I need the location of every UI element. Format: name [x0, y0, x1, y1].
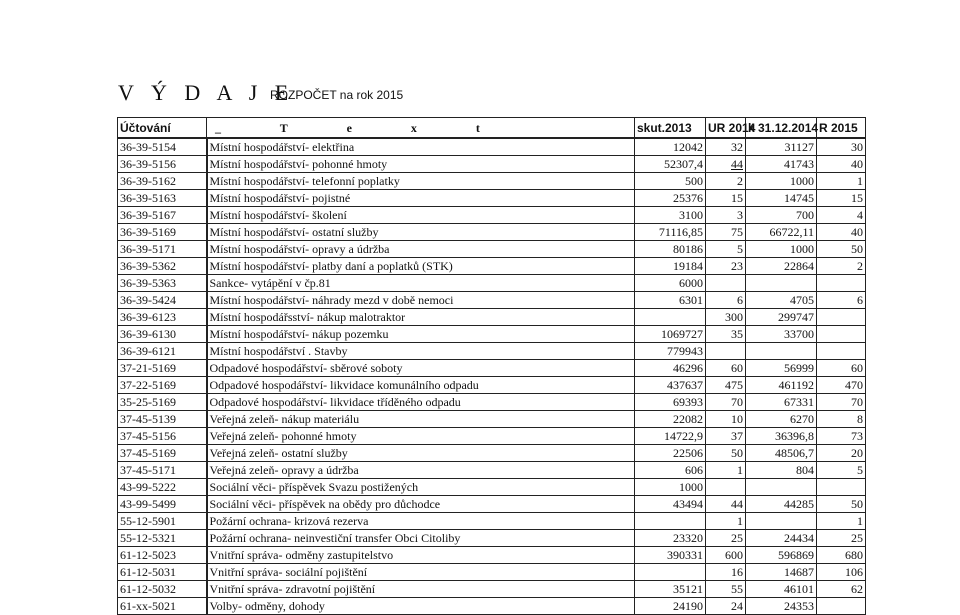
table-row: [118, 241, 866, 258]
cell-budget-2015: [817, 275, 866, 292]
table-row: [118, 173, 866, 190]
cell-description: Volby- odměny, dohody: [207, 598, 635, 615]
cell-description: Místní hospodářsství- nákup malotraktor: [207, 309, 635, 326]
cell-account-code: 36-39-6121: [118, 343, 207, 360]
cell-account-code: 36-39-5362: [118, 258, 207, 275]
cell-budget-2014: 25: [706, 530, 746, 547]
cell-account-code: 36-39-5156: [118, 156, 207, 173]
cell-account-code: 36-39-6130: [118, 326, 207, 343]
cell-as-of-2014: 36396,8: [746, 428, 817, 445]
cell-account-code: 61-12-5032: [118, 581, 207, 598]
cell-description: Místní hospodářství . Stavby: [207, 343, 635, 360]
cell-budget-2015: 1: [817, 513, 866, 530]
cell-account-code: 36-39-6123: [118, 309, 207, 326]
cell-actual-2013: 1069727: [635, 326, 706, 343]
cell-account-code: 37-45-5169: [118, 445, 207, 462]
table-row: [118, 445, 866, 462]
table-row: [118, 275, 866, 292]
cell-actual-2013: 69393: [635, 394, 706, 411]
cell-budget-2014: 15: [706, 190, 746, 207]
cell-as-of-2014: 44285: [746, 496, 817, 513]
cell-budget-2015: [817, 309, 866, 326]
cell-actual-2013: 437637: [635, 377, 706, 394]
cell-budget-2014: 50: [706, 445, 746, 462]
header-budget-2014: UR 2014: [706, 118, 746, 139]
cell-budget-2014: 1: [706, 462, 746, 479]
cell-account-code: 37-45-5156: [118, 428, 207, 445]
cell-actual-2013: [635, 564, 706, 581]
cell-budget-2015: 680: [817, 547, 866, 564]
cell-budget-2014: 32: [706, 138, 746, 156]
cell-as-of-2014: 461192: [746, 377, 817, 394]
cell-actual-2013: 46296: [635, 360, 706, 377]
cell-description: Sociální věci- příspěvek na obědy pro důchodce: [207, 496, 635, 513]
cell-actual-2013: 606: [635, 462, 706, 479]
table-row: [118, 224, 866, 241]
header-accounting: Účtování: [118, 118, 207, 139]
cell-description: Místní hospodářství- platby daní a poplatků (STK): [207, 258, 635, 275]
table-row: [118, 377, 866, 394]
cell-actual-2013: 6301: [635, 292, 706, 309]
cell-budget-2014: 44: [706, 496, 746, 513]
cell-description: Vnitřní správa- odměny zastupitelstvo: [207, 547, 635, 564]
cell-budget-2015: 20: [817, 445, 866, 462]
table-row: [118, 258, 866, 275]
cell-account-code: 55-12-5901: [118, 513, 207, 530]
cell-budget-2015: 50: [817, 496, 866, 513]
cell-as-of-2014: 24434: [746, 530, 817, 547]
cell-description: Veřejná zeleň- nákup materiálu: [207, 411, 635, 428]
header-text: _ T e x t: [207, 118, 635, 139]
cell-description: Požární ochrana- krizová rezerva: [207, 513, 635, 530]
cell-budget-2015: 50: [817, 241, 866, 258]
cell-budget-2014: 6: [706, 292, 746, 309]
header-as-of-2014: k 31.12.2014: [746, 118, 817, 139]
table-row: [118, 326, 866, 343]
document-title: V Ý D A J E: [118, 80, 295, 105]
cell-account-code: 55-12-5321: [118, 530, 207, 547]
cell-budget-2014: 23: [706, 258, 746, 275]
cell-as-of-2014: [746, 513, 817, 530]
cell-budget-2015: 62: [817, 581, 866, 598]
cell-budget-2014: 5: [706, 241, 746, 258]
budget-table: [117, 117, 866, 615]
cell-budget-2014: 24: [706, 598, 746, 615]
table-row: [118, 564, 866, 581]
cell-description: Místní hospodářství- pohonné hmoty: [207, 156, 635, 173]
cell-description: Místní hospodářství- opravy a údržba: [207, 241, 635, 258]
cell-budget-2015: 2: [817, 258, 866, 275]
cell-as-of-2014: 66722,11: [746, 224, 817, 241]
cell-actual-2013: 500: [635, 173, 706, 190]
header-actual-2013: skut.2013: [635, 118, 706, 139]
cell-budget-2014: 37: [706, 428, 746, 445]
cell-as-of-2014: 14745: [746, 190, 817, 207]
cell-as-of-2014: [746, 343, 817, 360]
cell-budget-2014: 35: [706, 326, 746, 343]
cell-description: Odpadové hospodářství- likvidace komunálního odpadu: [207, 377, 635, 394]
cell-actual-2013: 35121: [635, 581, 706, 598]
cell-description: Veřejná zeleň- opravy a údržba: [207, 462, 635, 479]
table-row: [118, 462, 866, 479]
cell-actual-2013: 43494: [635, 496, 706, 513]
cell-budget-2015: [817, 326, 866, 343]
cell-budget-2015: 1: [817, 173, 866, 190]
document-title-block: [118, 80, 404, 110]
cell-description: Veřejná zeleň- ostatní služby: [207, 445, 635, 462]
cell-description: Místní hospodářství- telefonní poplatky: [207, 173, 635, 190]
cell-actual-2013: 1000: [635, 479, 706, 496]
cell-as-of-2014: 299747: [746, 309, 817, 326]
cell-actual-2013: [635, 309, 706, 326]
cell-as-of-2014: 1000: [746, 173, 817, 190]
cell-account-code: 36-39-5163: [118, 190, 207, 207]
cell-account-code: 36-39-5424: [118, 292, 207, 309]
cell-account-code: 36-39-5363: [118, 275, 207, 292]
cell-budget-2014: 60: [706, 360, 746, 377]
table-row: [118, 394, 866, 411]
cell-budget-2014: [706, 275, 746, 292]
cell-budget-2014: 2: [706, 173, 746, 190]
cell-actual-2013: 52307,4: [635, 156, 706, 173]
table-row: [118, 581, 866, 598]
cell-account-code: 36-39-5169: [118, 224, 207, 241]
cell-budget-2015: 40: [817, 224, 866, 241]
cell-description: Odpadové hospodářství- sběrové soboty: [207, 360, 635, 377]
cell-actual-2013: [635, 513, 706, 530]
cell-actual-2013: 12042: [635, 138, 706, 156]
cell-actual-2013: 71116,85: [635, 224, 706, 241]
cell-as-of-2014: 48506,7: [746, 445, 817, 462]
cell-as-of-2014: [746, 275, 817, 292]
cell-budget-2015: 30: [817, 138, 866, 156]
table-row: [118, 156, 866, 173]
cell-budget-2015: [817, 598, 866, 615]
table-row: [118, 138, 866, 156]
cell-budget-2014: 3: [706, 207, 746, 224]
cell-account-code: 36-39-5167: [118, 207, 207, 224]
cell-actual-2013: 22506: [635, 445, 706, 462]
cell-value: 44: [731, 157, 743, 171]
cell-account-code: 35-25-5169: [118, 394, 207, 411]
cell-description: Místní hospodářství- nákup pozemku: [207, 326, 635, 343]
table-row: [118, 598, 866, 615]
cell-budget-2015: [817, 343, 866, 360]
cell-description: Místní hospodářství- náhrady mezd v době nemoci: [207, 292, 635, 309]
cell-account-code: 36-39-5162: [118, 173, 207, 190]
cell-budget-2015: 5: [817, 462, 866, 479]
cell-as-of-2014: 33700: [746, 326, 817, 343]
cell-actual-2013: 3100: [635, 207, 706, 224]
table-row: [118, 190, 866, 207]
cell-budget-2015: 470: [817, 377, 866, 394]
cell-account-code: 37-21-5169: [118, 360, 207, 377]
cell-actual-2013: 24190: [635, 598, 706, 615]
cell-as-of-2014: 804: [746, 462, 817, 479]
cell-budget-2015: 8: [817, 411, 866, 428]
cell-account-code: 37-22-5169: [118, 377, 207, 394]
cell-budget-2015: 40: [817, 156, 866, 173]
cell-budget-2015: 4: [817, 207, 866, 224]
cell-description: Požární ochrana- neinvestiční transfer Obci Citoliby: [207, 530, 635, 547]
table-row: [118, 309, 866, 326]
cell-as-of-2014: 6270: [746, 411, 817, 428]
table-row: [118, 496, 866, 513]
cell-budget-2015: 70: [817, 394, 866, 411]
table-row: [118, 207, 866, 224]
cell-account-code: 36-39-5154: [118, 138, 207, 156]
cell-account-code: 61-xx-5021: [118, 598, 207, 615]
table-body: [118, 138, 866, 615]
cell-actual-2013: 390331: [635, 547, 706, 564]
cell-description: Místní hospodářství- ostatní služby: [207, 224, 635, 241]
cell-actual-2013: 6000: [635, 275, 706, 292]
cell-as-of-2014: 67331: [746, 394, 817, 411]
cell-as-of-2014: 46101: [746, 581, 817, 598]
table-row: [118, 292, 866, 309]
cell-budget-2014: 600: [706, 547, 746, 564]
cell-as-of-2014: 596869: [746, 547, 817, 564]
table-header-row: [118, 118, 866, 139]
cell-actual-2013: 23320: [635, 530, 706, 547]
cell-budget-2014: [706, 343, 746, 360]
header-budget-2015: R 2015: [817, 118, 866, 139]
cell-as-of-2014: 56999: [746, 360, 817, 377]
cell-as-of-2014: 22864: [746, 258, 817, 275]
cell-account-code: 43-99-5222: [118, 479, 207, 496]
cell-account-code: 36-39-5171: [118, 241, 207, 258]
cell-description: Místní hospodářství- pojistné: [207, 190, 635, 207]
cell-description: Odpadové hospodářství- likvidace tříděného odpadu: [207, 394, 635, 411]
cell-description: Vnitřní správa- sociální pojištění: [207, 564, 635, 581]
cell-account-code: 37-45-5171: [118, 462, 207, 479]
cell-actual-2013: 779943: [635, 343, 706, 360]
cell-budget-2014: 475: [706, 377, 746, 394]
cell-as-of-2014: 24353: [746, 598, 817, 615]
cell-description: Místní hospodářství- školení: [207, 207, 635, 224]
cell-budget-2014: 10: [706, 411, 746, 428]
cell-actual-2013: 22082: [635, 411, 706, 428]
cell-description: Vnitřní správa- zdravotní pojištění: [207, 581, 635, 598]
cell-account-code: 61-12-5023: [118, 547, 207, 564]
cell-as-of-2014: 41743: [746, 156, 817, 173]
cell-budget-2015: [817, 479, 866, 496]
cell-as-of-2014: [746, 479, 817, 496]
cell-actual-2013: 19184: [635, 258, 706, 275]
cell-budget-2014: [706, 156, 746, 173]
cell-budget-2015: 6: [817, 292, 866, 309]
cell-budget-2015: 60: [817, 360, 866, 377]
table-row: [118, 547, 866, 564]
cell-account-code: 43-99-5499: [118, 496, 207, 513]
cell-budget-2015: 15: [817, 190, 866, 207]
table-row: [118, 513, 866, 530]
cell-as-of-2014: 14687: [746, 564, 817, 581]
cell-actual-2013: 80186: [635, 241, 706, 258]
cell-budget-2014: 75: [706, 224, 746, 241]
cell-description: Veřejná zeleň- pohonné hmoty: [207, 428, 635, 445]
cell-budget-2014: 70: [706, 394, 746, 411]
table-row: [118, 428, 866, 445]
cell-budget-2015: 73: [817, 428, 866, 445]
cell-as-of-2014: 700: [746, 207, 817, 224]
cell-budget-2014: 1: [706, 513, 746, 530]
cell-budget-2015: 106: [817, 564, 866, 581]
cell-as-of-2014: 4705: [746, 292, 817, 309]
cell-account-code: 37-45-5139: [118, 411, 207, 428]
cell-as-of-2014: 1000: [746, 241, 817, 258]
table-row: [118, 479, 866, 496]
cell-budget-2014: 55: [706, 581, 746, 598]
table-row: [118, 530, 866, 547]
cell-budget-2014: 300: [706, 309, 746, 326]
document-subtitle: ROZPOČET na rok 2015: [270, 88, 404, 102]
cell-budget-2014: [706, 479, 746, 496]
cell-description: Místní hospodářství- elektřina: [207, 138, 635, 156]
cell-actual-2013: 25376: [635, 190, 706, 207]
table-row: [118, 360, 866, 377]
cell-account-code: 61-12-5031: [118, 564, 207, 581]
cell-budget-2014: 16: [706, 564, 746, 581]
cell-description: Sankce- vytápění v čp.81: [207, 275, 635, 292]
cell-as-of-2014: 31127: [746, 138, 817, 156]
cell-description: Sociální věci- příspěvek Svazu postižených: [207, 479, 635, 496]
table-row: [118, 343, 866, 360]
cell-budget-2015: 25: [817, 530, 866, 547]
table-row: [118, 411, 866, 428]
cell-actual-2013: 14722,9: [635, 428, 706, 445]
